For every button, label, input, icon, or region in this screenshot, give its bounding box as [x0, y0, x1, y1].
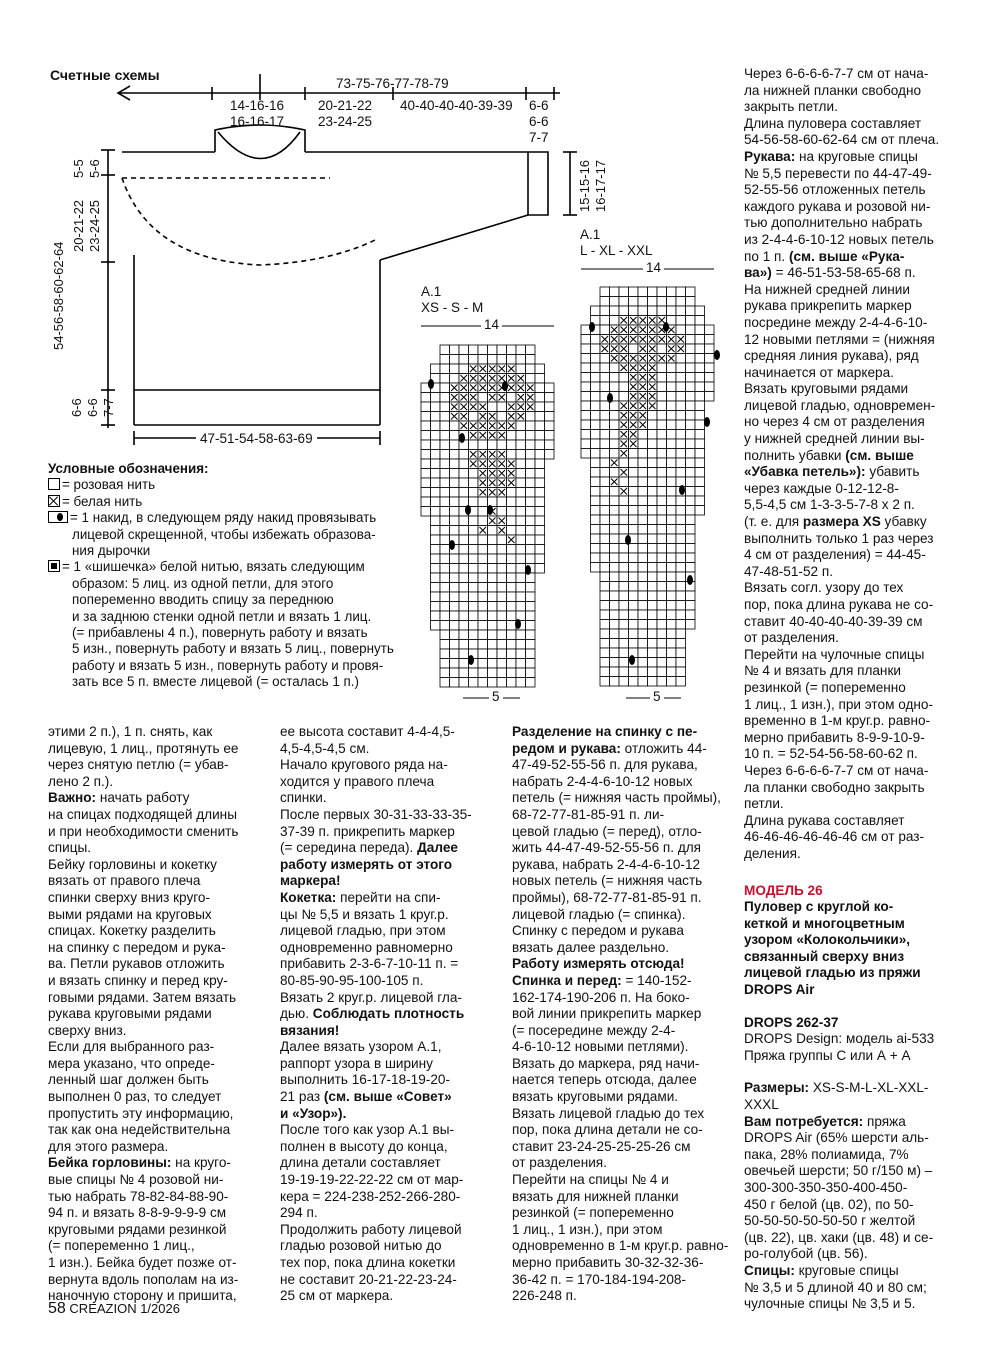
text-column-4: Через 6-6-6-6-7-7 см от нача- ла нижней планки свободно закрыть петли. Длина пуловера составляет 54-56-58-60-62-64 см от плеча. Рукава: на круговые спицы № 5,5 перевести по 44-47-49- 52-55-56 отложенных петель каждого рукава и розовой ни- тью дополнительно набрать из 2-4-4-6-10-12 новых петель по 1 п. (см. выше «Рука- ва») = 46-51-53-58-65-68 п. На нижней средней линии рукава прикрепить маркер посредине между 2-4-4-6-10- 12 новыми петлями = (нижняя средняя линия рукава), ряд начинается от маркера. Вязать круговыми рядами лицевой гладью, одновремен- но через 4 см от разделения у нижней средней линии вы- полнить убавки (см. выше «Убавка петель»): убавить через каждые 0-12-12-8- 5,5-4,5 см 1-3-3-5-7-8 х 2 п. (т. е. для размера XS убавку выполнить только 1 раз через 4 см от разделения) = 44-45- 47-48-51-52 п. Вязать согл. узору до тех пор, пока длина рукава не со- ставит 40-40-40-40-39-39 см от разделения. Перейти на чулочные спицы № 4 и вязать для планки резинкой (= попеременно 1 лиц., 1 изн.), при этом одно- временно в 1-м круг.р. равно- мерно прибавить 8-9-9-10-9- 10 п. = 52-54-56-58-60-62 п. Через 6-6-6-6-7-7 см от нача- ла планки свободно закрыть петли. Длина рукава составляет 46-46-46-46-46-46 см от раз- деления. МОДЕЛЬ 26 Пуловер с круглой ко- кеткой и многоцветным узором «Колокольчики», связанный сверху вниз лицевой гладью из пряжи DROPS Air DROPS 262-37 DROPS Design: модель ai-533 Пряжа группы С или А + А Размеры: XS-S-M-L-XL-XXL- XXXL Вам потребуется: пряжа DROPS Air (65% шерсти аль- пака, 28% полиамида, 7% овечьей шерсти; 50 г/150 м) – 300-300-350-350-400-450- 450 г белой (цв. 02), по 50- 50-50-50-50-50-50 г желтой (цв. 22), цв. хаки (цв. 48) и се- ро-голубой (цв. 56). Спицы: круговые спицы № 3,5 и 5 длиной 40 и 80 см; чулочные спицы № 3,5 и 5. [744, 66, 969, 1313]
sleeve-h-1: 15-15-16 [577, 159, 592, 212]
left-dim-3: 20-21-22 [71, 199, 86, 252]
left-dim-2: 5-6 [87, 159, 102, 178]
chart-large-sizes: L - XL - XXL [580, 243, 653, 258]
text-column-2: ее высота составит 4-4-4,5- 4,5-4,5-4,5 см. Начало кругового ряда на- ходится у правого плеча спинки. После первых 30-31-33-33-35- 37-39 п. прикрепить маркер (= середина переда). Далее работу измерять от этого маркера! Кокетка: перейти на спи- цы № 5,5 и вязать 1 круг.р. лицевой гладью, при этом одновременно равномерно прибавить 2-3-6-7-10-11 п. = 80-85-90-95-100-105 п. Вязать 2 круг.р. лицевой гла- дью. Соблюдать плотность вязания! Далее вязать узором А.1, раппорт узора в ширину выполнить 16-17-18-19-20- 21 раз (см. выше «Совет» и «Узор»). После того как узор А.1 вы- полнен в высоту до конца, длина детали составляет 19-19-19-22-22-22 см от мар- кера = 224-238-252-266-280- 294 п. Продолжить работу лицевой гладью розовой нитью до тех пор, пока длина кокетки не составит 20-21-22-23-24- 25 см от маркера. [280, 724, 472, 1304]
chart-large-top: 14 [643, 260, 664, 275]
legend: Условные обозначения: = розовая нить = белая нить = 1 накид, в следующем ряду накид провязывать лицевой скрещенной, чтобы избежать образова- ния дырочки = 1 «шишечка» белой нитью, вязать следующим образом: 5 лиц. из одной петли, для этого попеременно вводить спицу за переднюю и за заднюю стенки одной петли и вязать 1 лиц. (= прибавлены 4 п.), повернуть работу и вязать 5 изн., повернуть работу и вязать 5 лиц., повернуть работу и вязать 5 изн., повернуть работу и провя- зать все 5 п. вместе лицевой (= осталась 1 п.) [48, 461, 432, 691]
shoulder-width-1: 20-21-22 [318, 98, 373, 113]
legend-bobble: = 1 «шишечка» белой нитью, вязать следующим [48, 559, 432, 575]
left-dim-7: 6-6 [85, 398, 100, 417]
bottom-width: 47-51-54-58-63-69 [196, 431, 317, 446]
legend-yo: = 1 накид, в следующем ряду накид провязывать [48, 510, 432, 526]
text-column-1: этими 2 п.), 1 п. снять, как лицевую, 1 лиц., протянуть ее через снятую петлю (= убав- лено 2 п.). Важно: начать работу на спицах подходящей длины и при необходимости сменить спицы. Бейку горловины и кокетку вязать от правого плеча спинки сверху вниз круго- выми рядами на круговых спицах. Кокетку разделить на спинку с передом и рука- ва. Петли рукавов отложить и вязать спинку и перед кру- говыми рядами. Затем вязать рукава круговыми рядами сверху вниз. Если для выбранного раз- мера указано, что опреде- ленный шаг должен быть выполнен 0 раз, то следует пропустить эту информацию, так как она недействительна для этого размера. Бейка горловины: на круго- вые спицы № 4 розовой ни- тью набрать 78-82-84-88-90- 94 п. и вязать 8-8-9-9-9-9 см круговыми рядами резинкой (= попеременно 1 лиц., 1 изн.). Бейка будет позже от- вернута вдоль пополам на из- наночную сторону и пришита, [48, 724, 239, 1304]
neck-width-2: 16-16-17 [230, 114, 285, 129]
pattern-code: DROPS 262-37 [744, 1014, 839, 1030]
sleeve-h-2: 16-17-17 [593, 159, 608, 212]
cuff-3: 7-7 [529, 130, 549, 145]
model-number: МОДЕЛЬ 26 [744, 882, 823, 898]
sleeve-length: 40-40-40-40-39-39 [400, 98, 513, 113]
yarn-over-icon [48, 511, 68, 523]
cuff-1: 6-6 [529, 98, 549, 113]
cuff-2: 6-6 [529, 114, 549, 129]
page-number: 58 [48, 1300, 66, 1317]
chart-small-sizes: XS - S - M [421, 300, 484, 315]
page-footer [48, 1300, 180, 1318]
shoulder-width-2: 23-24-25 [318, 114, 373, 129]
cross-square-icon [48, 495, 60, 507]
neck-width-1: 14-16-16 [230, 98, 285, 113]
chart-small-name: A.1 [421, 284, 442, 299]
left-dim-4: 23-24-25 [87, 199, 102, 252]
left-dim-6: 6-6 [69, 398, 84, 417]
bobble-icon [48, 560, 60, 572]
chart-large-name: A.1 [580, 227, 601, 242]
left-dim-1: 5-5 [71, 159, 86, 178]
chart-small-top: 14 [481, 317, 502, 332]
top-width: 73-75-76-77-78-79 [336, 76, 449, 91]
legend-white: = белая нить [48, 494, 432, 510]
chart-large-bottom: 5 [650, 689, 664, 704]
magazine-name: CREAZION 1/2026 [69, 1301, 180, 1316]
chart-small-bottom: 5 [489, 689, 503, 704]
pink-square-icon [48, 478, 60, 490]
left-dim-8: 7-7 [101, 398, 116, 417]
text-column-3: Разделение на спинку с пе- редом и рукава: отложить 44- 47-49-52-55-56 п. для рукава, набрать 2-4-4-6-10-12 новых петель (= нижняя часть проймы), 68-72-77-81-85-91 п. ли- цевой гладью (= перед), отло- жить 44-47-49-52-55-56 п. для рукава, набрать 2-4-4-6-10-12 новых петель (= нижняя часть проймы), 68-72-77-81-85-91 п. лицевой гладью (= спинка). Спинку с передом и рукава вязать далее раздельно. Работу измерять отсюда! Спинка и перед: = 140-152- 162-174-190-206 п. На боко- вой линии прикрепить маркер (= посередине между 2-4- 4-6-10-12 новыми петлями). Вязать до маркера, ряд начи- нается теперь отсюда, далее вязать круговыми рядами. Вязать лицевой гладью до тех пор, пока длина детали не со- ставит 23-24-25-25-25-26 см от разделения. Перейти на спицы № 4 и вязать для нижней планки резинкой (= попеременно 1 лиц., 1 изн.), при этом одновременно в 1-м круг.р. равно- мерно прибавить 30-32-32-36- 36-42 п. = 170-184-194-208- 226-248 п. [512, 724, 729, 1304]
legend-pink: = розовая нить [48, 477, 432, 493]
left-dim-5: 54-56-58-60-62-64 [51, 241, 66, 350]
schematic-title: Счетные схемы [50, 67, 160, 83]
legend-title: Условные обозначения: [48, 461, 209, 476]
